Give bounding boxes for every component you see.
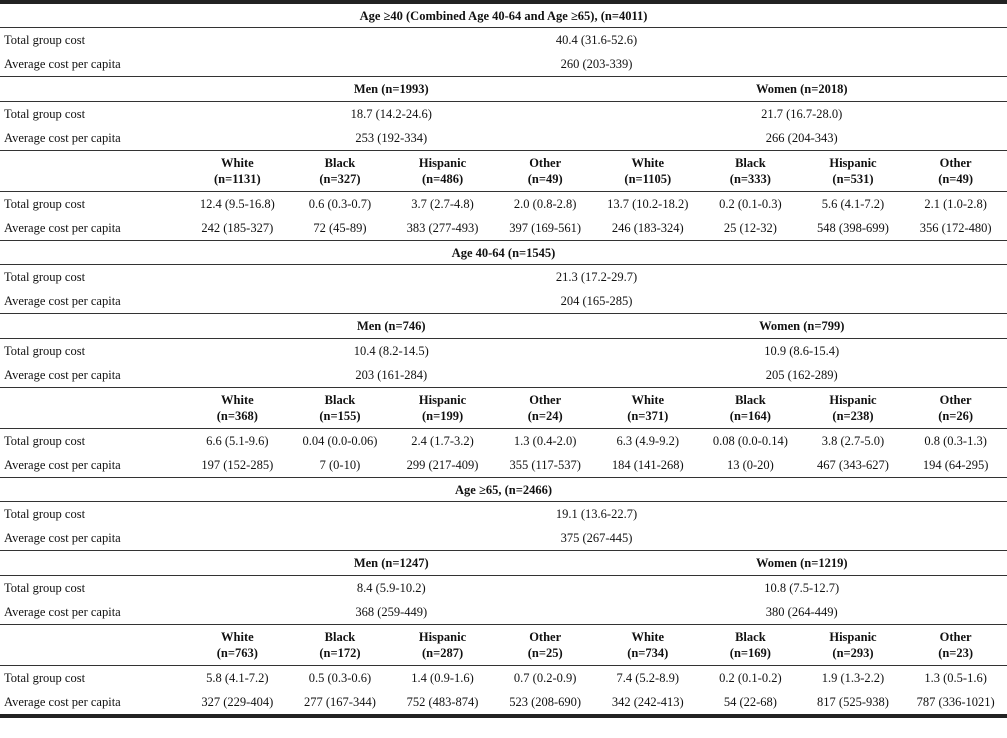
group-header: [391, 151, 494, 192]
group-header: [596, 625, 699, 666]
group-avg-cost: 72 (45-89): [313, 221, 367, 235]
group-header: [494, 151, 597, 192]
section-title: Age ≥40 (Combined Age 40-64 and Age ≥65), (n=4011): [359, 8, 648, 23]
table-row: [0, 126, 1007, 151]
group-total-cost: 3.8 (2.7-5.0): [802, 429, 905, 454]
group-total-cost: 2.1 (1.0-2.8): [904, 192, 1007, 217]
group-count: (n=371): [627, 409, 669, 423]
women-total-cost: 10.8 (7.5-12.7): [596, 576, 1007, 601]
overall-total-cost: 40.4 (31.6-52.6): [186, 28, 1007, 53]
group-header: [904, 625, 1007, 666]
group-header: [391, 625, 494, 666]
group-total-cost: 13.7 (10.2-18.2): [596, 192, 699, 217]
group-name: Black: [735, 630, 766, 644]
group-header-row: [0, 625, 1007, 666]
section-title: Age 40-64 (n=1545): [0, 241, 1007, 265]
group-avg-cost: 467 (343-627): [817, 458, 889, 472]
men-avg-cost: 368 (259-449): [355, 605, 428, 619]
group-avg-cost: 342 (242-413): [611, 695, 684, 709]
group-header: [186, 151, 289, 192]
sex-header-row: [0, 314, 1007, 339]
overall-avg-cost: 204 (165-285): [560, 294, 633, 308]
section-title: Age ≥65, (n=2466): [0, 478, 1007, 502]
table-row: [0, 102, 1007, 127]
women-avg-cost: 380 (264-449): [765, 605, 838, 619]
women-avg-cost: 266 (204-343): [765, 131, 838, 145]
group-avg-cost: 356 (172-480): [919, 221, 992, 235]
group-name: Black: [324, 630, 356, 644]
group-count: (n=23): [938, 646, 974, 660]
group-count: (n=199): [421, 409, 464, 423]
group-header: [596, 151, 699, 192]
group-name: White: [631, 630, 665, 644]
group-total-cost: 1.3 (0.4-2.0): [494, 429, 597, 454]
group-count: (n=486): [421, 172, 464, 186]
row-label: Average cost per capita: [4, 294, 121, 308]
group-header: [596, 388, 699, 429]
empty-cell: [0, 77, 186, 102]
table-row: [0, 192, 1007, 217]
group-header: [289, 625, 392, 666]
group-name: Other: [529, 393, 562, 407]
men-avg-cost: 253 (192-334): [355, 131, 428, 145]
group-header: [699, 388, 802, 429]
group-header: [699, 625, 802, 666]
group-count: (n=327): [319, 172, 361, 186]
overall-total-cost: 19.1 (13.6-22.7): [186, 502, 1007, 527]
row-label: Total group cost: [0, 429, 186, 454]
group-header: [391, 388, 494, 429]
group-count: (n=49): [527, 172, 563, 186]
row-label: Total group cost: [0, 502, 186, 527]
group-avg-cost: 397 (169-561): [509, 221, 582, 235]
group-header: [802, 151, 905, 192]
empty-cell: [0, 151, 186, 192]
women-total-cost: 21.7 (16.7-28.0): [596, 102, 1007, 127]
group-total-cost: 1.4 (0.9-1.6): [391, 666, 494, 691]
empty-cell: [0, 551, 186, 576]
row-label: Average cost per capita: [4, 531, 121, 545]
group-avg-cost: 194 (64-295): [922, 458, 989, 472]
group-total-cost: 3.7 (2.7-4.8): [391, 192, 494, 217]
row-label: Total group cost: [0, 339, 186, 364]
women-total-cost: 10.9 (8.6-15.4): [596, 339, 1007, 364]
group-count: (n=238): [832, 409, 874, 423]
group-total-cost: 0.04 (0.0-0.06): [289, 429, 392, 454]
group-total-cost: 0.7 (0.2-0.9): [494, 666, 597, 691]
group-count: (n=26): [938, 409, 974, 423]
group-total-cost: 6.6 (5.1-9.6): [186, 429, 289, 454]
table-row: [0, 363, 1007, 388]
group-header: [494, 625, 597, 666]
table-row: [0, 576, 1007, 601]
section-header: [0, 2, 1007, 28]
group-header: [186, 388, 289, 429]
overall-avg-cost: 375 (267-445): [560, 531, 633, 545]
table-row: [0, 666, 1007, 691]
row-label: Total group cost: [0, 192, 186, 217]
group-avg-cost: 25 (12-32): [723, 221, 777, 235]
group-count: (n=333): [729, 172, 771, 186]
men-header: Men (n=746): [186, 314, 596, 339]
group-name: White: [221, 393, 254, 407]
group-total-cost: 5.6 (4.1-7.2): [802, 192, 905, 217]
men-total-cost: 8.4 (5.9-10.2): [186, 576, 596, 601]
group-total-cost: 0.08 (0.0-0.14): [699, 429, 802, 454]
table-row: [0, 289, 1007, 314]
group-avg-cost: 242 (185-327): [201, 221, 274, 235]
overall-avg-cost: 260 (203-339): [560, 57, 633, 71]
group-name: Other: [529, 630, 562, 644]
group-header: [289, 151, 392, 192]
sex-header-row: [0, 551, 1007, 576]
group-avg-cost: 184 (141-268): [611, 458, 684, 472]
group-total-cost: 0.6 (0.3-0.7): [289, 192, 392, 217]
group-name: White: [631, 156, 665, 170]
group-header: [904, 151, 1007, 192]
group-header: [289, 388, 392, 429]
group-avg-cost: 548 (398-699): [817, 221, 889, 235]
women-header: Women (n=2018): [596, 77, 1007, 102]
row-label: Total group cost: [0, 666, 186, 691]
group-header: [494, 388, 597, 429]
table-row: [0, 52, 1007, 77]
group-avg-cost: 787 (336-1021): [916, 695, 995, 709]
table-row: [0, 429, 1007, 454]
group-count: (n=287): [421, 646, 464, 660]
group-name: Hispanic: [418, 156, 467, 170]
cost-table-body: [0, 2, 1007, 716]
table-row: [0, 502, 1007, 527]
group-name: White: [221, 630, 254, 644]
men-total-cost: 18.7 (14.2-24.6): [186, 102, 596, 127]
group-name: White: [631, 393, 665, 407]
group-header: [802, 388, 905, 429]
group-count: (n=155): [319, 409, 361, 423]
empty-cell: [0, 388, 186, 429]
group-count: (n=49): [938, 172, 974, 186]
group-name: Other: [939, 630, 972, 644]
table-row: [0, 526, 1007, 551]
row-label: Average cost per capita: [4, 605, 121, 619]
women-avg-cost: 205 (162-289): [765, 368, 838, 382]
section-header: [0, 478, 1007, 502]
group-total-cost: 2.0 (0.8-2.8): [494, 192, 597, 217]
section-header: [0, 241, 1007, 265]
group-count: (n=293): [832, 646, 874, 660]
row-label: Average cost per capita: [4, 368, 121, 382]
group-total-cost: 5.8 (4.1-7.2): [186, 666, 289, 691]
group-count: (n=763): [216, 646, 258, 660]
group-count: (n=164): [729, 409, 771, 423]
group-header: [802, 625, 905, 666]
row-label: Average cost per capita: [4, 458, 121, 472]
men-avg-cost: 203 (161-284): [355, 368, 428, 382]
sex-header-row: [0, 77, 1007, 102]
men-header: Men (n=1993): [186, 77, 596, 102]
table-row: [0, 216, 1007, 241]
row-label: Average cost per capita: [4, 131, 121, 145]
group-total-cost: 2.4 (1.7-3.2): [391, 429, 494, 454]
group-name: Hispanic: [418, 630, 467, 644]
group-header-row: [0, 388, 1007, 429]
group-name: Other: [939, 156, 972, 170]
empty-cell: [0, 625, 186, 666]
group-avg-cost: 13 (0-20): [726, 458, 774, 472]
table-row: [0, 600, 1007, 625]
group-avg-cost: 327 (229-404): [201, 695, 274, 709]
group-name: Other: [529, 156, 562, 170]
group-avg-cost: 523 (208-690): [509, 695, 582, 709]
table-row: [0, 453, 1007, 478]
group-name: Hispanic: [829, 630, 877, 644]
table-row: [0, 28, 1007, 53]
group-avg-cost: 197 (152-285): [201, 458, 274, 472]
group-count: (n=734): [627, 646, 669, 660]
group-total-cost: 1.9 (1.3-2.2): [802, 666, 905, 691]
group-total-cost: 0.8 (0.3-1.3): [904, 429, 1007, 454]
men-header: Men (n=1247): [186, 551, 596, 576]
row-label: Total group cost: [0, 265, 186, 290]
group-total-cost: 12.4 (9.5-16.8): [186, 192, 289, 217]
group-count: (n=1131): [213, 172, 261, 186]
group-count: (n=1105): [624, 172, 672, 186]
group-avg-cost: 246 (183-324): [611, 221, 684, 235]
group-avg-cost: 54 (22-68): [723, 695, 777, 709]
group-avg-cost: 817 (525-938): [817, 695, 889, 709]
group-header: [904, 388, 1007, 429]
group-avg-cost: 383 (277-493): [406, 221, 479, 235]
group-name: Black: [324, 393, 356, 407]
group-count: (n=172): [319, 646, 361, 660]
men-total-cost: 10.4 (8.2-14.5): [186, 339, 596, 364]
group-avg-cost: 752 (483-874): [406, 695, 479, 709]
overall-total-cost: 21.3 (17.2-29.7): [186, 265, 1007, 290]
table-row: [0, 690, 1007, 716]
row-label: Total group cost: [0, 102, 186, 127]
group-count: (n=169): [729, 646, 771, 660]
group-avg-cost: 299 (217-409): [406, 458, 479, 472]
group-name: Black: [735, 393, 766, 407]
group-header: [186, 625, 289, 666]
group-name: White: [221, 156, 254, 170]
group-name: Hispanic: [418, 393, 467, 407]
group-header-row: [0, 151, 1007, 192]
group-count: (n=368): [216, 409, 258, 423]
row-label: Average cost per capita: [4, 695, 121, 709]
row-label: Total group cost: [0, 28, 186, 53]
row-label: Average cost per capita: [4, 221, 121, 235]
group-count: (n=24): [527, 409, 563, 423]
group-name: Black: [324, 156, 356, 170]
group-total-cost: 7.4 (5.2-8.9): [596, 666, 699, 691]
group-avg-cost: 7 (0-10): [319, 458, 361, 472]
group-name: Black: [735, 156, 766, 170]
group-avg-cost: 355 (117-537): [509, 458, 581, 472]
group-total-cost: 6.3 (4.9-9.2): [596, 429, 699, 454]
empty-cell: [0, 314, 186, 339]
row-label: Average cost per capita: [4, 57, 121, 71]
table-row: [0, 265, 1007, 290]
group-name: Other: [939, 393, 972, 407]
group-count: (n=25): [527, 646, 563, 660]
row-label: Total group cost: [0, 576, 186, 601]
group-total-cost: 0.5 (0.3-0.6): [289, 666, 392, 691]
group-header: [699, 151, 802, 192]
group-avg-cost: 277 (167-344): [304, 695, 376, 709]
group-count: (n=531): [832, 172, 874, 186]
group-total-cost: 1.3 (0.5-1.6): [904, 666, 1007, 691]
group-total-cost: 0.2 (0.1-0.2): [699, 666, 802, 691]
group-name: Hispanic: [829, 156, 877, 170]
group-name: Hispanic: [829, 393, 877, 407]
group-total-cost: 0.2 (0.1-0.3): [699, 192, 802, 217]
women-header: Women (n=799): [596, 314, 1007, 339]
women-header: Women (n=1219): [596, 551, 1007, 576]
table-row: [0, 339, 1007, 364]
